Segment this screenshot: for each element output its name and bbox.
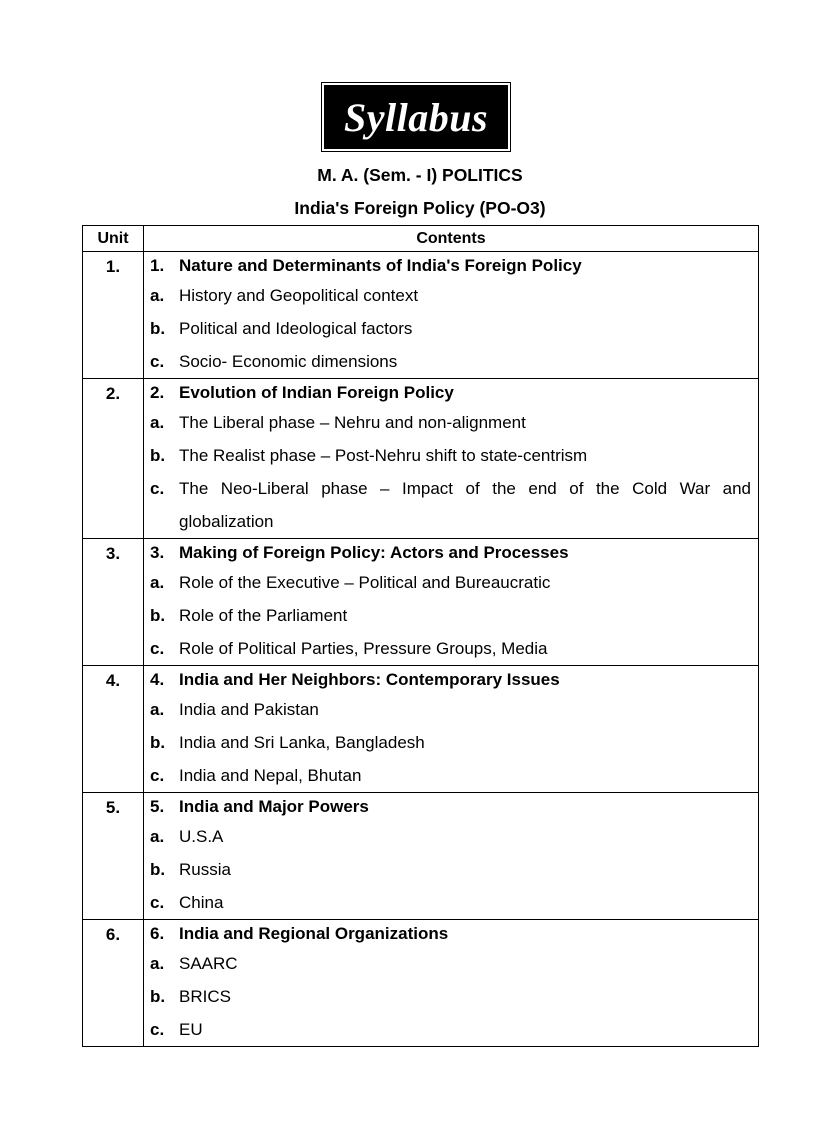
unit-number: 1. (83, 252, 144, 379)
heading-number: 6. (150, 924, 165, 943)
unit-row-3 (83, 539, 759, 666)
item-marker: b. (150, 733, 166, 752)
unit-number: 4. (83, 666, 144, 793)
unit-row-4 (83, 666, 759, 793)
heading-text: Nature and Determinants of India's Foreign Policy (179, 256, 582, 275)
item-text: BRICS (179, 987, 231, 1006)
unit-contents (144, 252, 759, 379)
unit-row-6 (83, 920, 759, 1047)
list-item (150, 312, 751, 345)
unit-heading (150, 920, 751, 947)
item-text: Russia (179, 860, 231, 879)
item-text: India and Nepal, Bhutan (179, 766, 362, 785)
unit-contents (144, 666, 759, 793)
list-item (150, 759, 751, 792)
unit-heading (150, 539, 751, 566)
unit-heading (150, 793, 751, 820)
item-text: Socio- Economic dimensions (179, 352, 398, 371)
item-text: China (179, 893, 224, 912)
list-item (150, 406, 751, 439)
item-text: India and Sri Lanka, Bangladesh (179, 733, 425, 752)
item-text: Role of the Executive – Political and Bureaucratic (179, 573, 551, 592)
item-marker: c. (150, 352, 165, 371)
item-marker: c. (150, 893, 165, 912)
unit-contents (144, 539, 759, 666)
item-marker: c. (150, 1020, 165, 1039)
list-item (150, 820, 751, 853)
syllabus-title-badge (324, 85, 508, 149)
heading-number: 1. (150, 256, 165, 275)
unit-column-header: Unit (83, 226, 144, 252)
item-marker: b. (150, 860, 166, 879)
contents-column-header: Contents (144, 226, 759, 252)
item-marker: b. (150, 319, 166, 338)
unit-row-1 (83, 252, 759, 379)
unit-heading (150, 379, 751, 406)
unit-heading (150, 252, 751, 279)
heading-number: 5. (150, 797, 165, 816)
item-text: The Realist phase – Post-Nehru shift to state-centrism (179, 446, 588, 465)
heading-text: India and Regional Organizations (179, 924, 449, 943)
item-text: The Liberal phase – Nehru and non-alignment (179, 413, 526, 432)
item-marker: b. (150, 606, 166, 625)
list-item (150, 693, 751, 726)
item-text: India and Pakistan (179, 700, 319, 719)
list-item (150, 980, 751, 1013)
heading-number: 2. (150, 383, 165, 402)
unit-heading (150, 666, 751, 693)
heading-text: Evolution of Indian Foreign Policy (179, 383, 454, 402)
heading-text: India and Major Powers (179, 797, 369, 816)
unit-number: 5. (83, 793, 144, 920)
unit-contents (144, 920, 759, 1047)
list-item (150, 439, 751, 472)
list-item (150, 632, 751, 665)
item-text: EU (179, 1020, 203, 1039)
item-text: U.S.A (179, 827, 224, 846)
list-item (150, 947, 751, 980)
list-item (150, 886, 751, 919)
item-marker: a. (150, 954, 165, 973)
list-item (150, 1013, 751, 1046)
list-item (150, 279, 751, 312)
item-marker: a. (150, 700, 165, 719)
item-text: SAARC (179, 954, 238, 973)
list-item (150, 566, 751, 599)
item-marker: a. (150, 413, 165, 432)
course-title: M. A. (Sem. - I) POLITICS (317, 165, 523, 185)
list-item (150, 726, 751, 759)
list-item (150, 345, 751, 378)
item-text: The Neo-Liberal phase – Impact of the end of the Cold War and globalization (179, 479, 751, 531)
item-text: Role of the Parliament (179, 606, 348, 625)
table-header-row (83, 226, 759, 252)
item-marker: c. (150, 479, 165, 498)
unit-contents (144, 379, 759, 539)
syllabus-table (82, 225, 759, 1047)
unit-contents (144, 793, 759, 920)
list-item (150, 599, 751, 632)
item-text: Role of Political Parties, Pressure Groups, Media (179, 639, 548, 658)
syllabus-title: Syllabus (343, 94, 489, 140)
item-marker: c. (150, 639, 165, 658)
heading-text: India and Her Neighbors: Contemporary Issues (179, 670, 560, 689)
heading-number: 3. (150, 543, 165, 562)
heading-text: Making of Foreign Policy: Actors and Processes (179, 543, 569, 562)
item-text: Political and Ideological factors (179, 319, 413, 338)
list-item (150, 472, 751, 538)
item-text: History and Geopolitical context (179, 286, 419, 305)
item-marker: c. (150, 766, 165, 785)
item-marker: a. (150, 286, 165, 305)
unit-number: 2. (83, 379, 144, 539)
item-marker: a. (150, 827, 165, 846)
unit-number: 3. (83, 539, 144, 666)
item-marker: b. (150, 987, 166, 1006)
unit-row-5 (83, 793, 759, 920)
item-marker: a. (150, 573, 165, 592)
unit-number: 6. (83, 920, 144, 1047)
list-item (150, 853, 751, 886)
heading-number: 4. (150, 670, 165, 689)
item-marker: b. (150, 446, 166, 465)
unit-row-2 (83, 379, 759, 539)
paper-title: India's Foreign Policy (PO-O3) (294, 198, 546, 218)
